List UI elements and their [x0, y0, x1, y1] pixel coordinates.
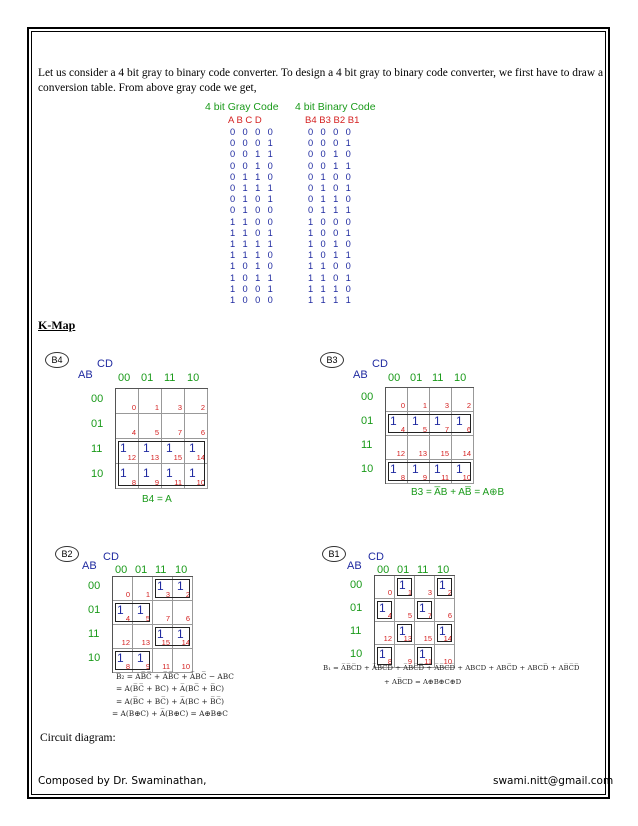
binary-code-row: 1 0 1 0: [308, 239, 354, 250]
kmap-ab-label: AB: [78, 369, 93, 381]
kmap-b2: [55, 546, 235, 671]
kmap-col-header: 01: [397, 564, 410, 576]
kmap-cell-index: 15: [161, 638, 170, 647]
b2-derivation-line-1: B₂ = AB̅C̅ + A̅B̅C + A̅BC̅ − ABC: [116, 672, 234, 681]
gray-code-row: 1 1 1 0: [230, 250, 276, 261]
kmap-cell-index: 8: [387, 657, 392, 666]
kmap-grid: [374, 575, 455, 668]
kmap-cell-index: 14: [443, 634, 452, 643]
kmap-cell: [113, 625, 133, 649]
gray-code-row: 0 0 1 1: [230, 149, 276, 160]
kmap-one: 1: [456, 414, 463, 428]
kmap-badge: B3: [320, 352, 344, 368]
gray-code-row: 1 1 0 0: [230, 216, 276, 227]
intro-paragraph: Let us consider a 4 bit gray to binary code converter. To design a 4 bit gray to binary code converter, we first have to draw a conversion table. From above gray code we get,: [38, 67, 603, 94]
kmap-cell: [435, 599, 455, 622]
kmap-cell-index: 4: [131, 428, 136, 437]
kmap-col-header: 10: [175, 564, 188, 576]
kmap-cell-index: 0: [125, 590, 130, 599]
kmap-group-box: [437, 624, 452, 642]
kmap-one: 1: [189, 466, 196, 480]
kmap-col-header: 00: [115, 564, 128, 576]
kmap-cell: [430, 388, 452, 412]
kmap-one: 1: [412, 414, 419, 428]
binary-code-row: 0 0 0 1: [308, 138, 354, 149]
kmap-col-header: 01: [141, 372, 154, 384]
kmap-group-box: [397, 578, 412, 596]
kmap-cell: [395, 599, 415, 622]
kmap-cell-index: 5: [407, 611, 412, 620]
gray-code-row: 1 0 0 1: [230, 283, 276, 294]
kmap-cell-index: 14: [181, 638, 190, 647]
gray-code-row: 1 0 0 0: [230, 295, 276, 306]
kmap-cell-index: 7: [444, 425, 449, 434]
kmap-one: 1: [379, 647, 386, 661]
kmap-cell: [116, 414, 139, 439]
kmap-group-box: [155, 627, 190, 646]
kmap-heading: K-Map: [38, 318, 76, 332]
kmap-col-header: 11: [432, 372, 444, 384]
kmap-group-box: [437, 578, 452, 596]
kmap-b4: [45, 352, 245, 512]
kmap-row-header: 11: [91, 442, 103, 455]
kmap-cell: [185, 414, 208, 439]
gray-code-row: 1 0 1 1: [230, 272, 276, 283]
kmap-cell-index: 12: [127, 453, 136, 462]
kmap-b1: [322, 546, 502, 666]
kmap-row-header: 00: [350, 578, 363, 591]
kmap-cell-index: 13: [403, 634, 412, 643]
kmap-cd-label: CD: [368, 551, 384, 563]
kmap-cell: [153, 649, 173, 673]
kmap-grid: [385, 387, 474, 484]
kmap-row-header: 11: [350, 624, 362, 637]
kmap-cell-index: 9: [145, 662, 150, 671]
kmap-cell-index: 3: [165, 590, 170, 599]
kmap-cell-index: 11: [441, 473, 449, 482]
kmap-cell-index: 11: [424, 657, 432, 666]
kmap-cd-label: CD: [97, 358, 113, 370]
kmap-one: 1: [399, 578, 406, 592]
kmap-cell: [408, 388, 430, 412]
kmap-col-header: 00: [388, 372, 401, 384]
binary-code-row: 0 0 1 0: [308, 149, 354, 160]
kmap-cell-index: 5: [154, 428, 159, 437]
kmap-col-header: 00: [118, 372, 131, 384]
kmap-cell: [452, 388, 474, 412]
kmap-cell: [139, 414, 162, 439]
footer-email: swami.nitt@gmail.com: [493, 775, 614, 787]
gray-code-column: [230, 127, 275, 306]
binary-vars-text: B4 B3 B2 B1: [305, 115, 360, 126]
kmap-cell: [139, 389, 162, 414]
kmap-row-header: 00: [88, 580, 101, 592]
kmap-col-header: 00: [377, 564, 390, 576]
kmap-cell-index: 5: [145, 614, 150, 623]
kmap-cell-index: 8: [125, 662, 130, 671]
kmap-col-header: 10: [187, 372, 200, 384]
kmap-cell-index: 4: [387, 611, 392, 620]
gray-code-row: 1 1 1 1: [230, 239, 276, 250]
kmap-group-box: [417, 647, 432, 665]
binary-code-row: 0 1 1 0: [308, 194, 354, 205]
kmap-one: 1: [143, 466, 150, 480]
kmap-cell-index: 11: [162, 662, 170, 671]
kmap-one: 1: [117, 603, 124, 617]
kmap-row-header: 01: [88, 604, 101, 616]
gray-code-row: 0 0 0 0: [230, 127, 276, 137]
kmap-one: 1: [166, 441, 173, 455]
kmap-cell-index: 1: [407, 588, 412, 597]
kmap-cell-index: 3: [427, 588, 432, 597]
kmap-col-header: 01: [135, 564, 148, 576]
b2-derivation-line-4: = A(B⊕C) + A̅(B⊕C) = A⊕B⊕C: [112, 709, 228, 718]
kmap-cell-index: 0: [387, 588, 392, 597]
kmap-one: 1: [143, 441, 150, 455]
kmap-cell: [162, 414, 185, 439]
kmap-cell: [153, 601, 173, 625]
kmap-ab-label: AB: [353, 369, 368, 381]
kmap-group-box: [397, 624, 412, 642]
kmap-cell: [415, 576, 435, 599]
kmap-one: 1: [137, 651, 144, 665]
b4-equation: B4 = A: [142, 494, 172, 505]
kmap-cell-index: 10: [443, 657, 452, 666]
kmap-row-header: 11: [361, 439, 373, 451]
kmap-badge: B2: [55, 546, 79, 562]
kmap-cell-index: 7: [177, 428, 182, 437]
b2-derivation-line-2: = A(B̅C̅ + BC) + A̅(BC̅ + B̅C): [116, 684, 225, 693]
kmap-cell-index: 10: [462, 473, 471, 482]
kmap-cell-index: 10: [196, 478, 205, 487]
kmap-cell-index: 1: [422, 401, 427, 410]
kmap-cell-index: 14: [196, 453, 205, 462]
kmap-cell-index: 1: [145, 590, 150, 599]
kmap-cell-index: 7: [427, 611, 432, 620]
kmap-one: 1: [412, 462, 419, 476]
gray-code-row: 1 1 0 1: [230, 227, 276, 238]
kmap-col-header: 11: [164, 372, 176, 384]
b2-derivation-line-3: = A(B̅C + BC̅) + A̅(BC + B̅C̅): [116, 697, 225, 706]
kmap-one: 1: [177, 627, 184, 641]
kmap-cell: [113, 577, 133, 601]
kmap-cell-index: 8: [400, 473, 405, 482]
kmap-cell-index: 8: [131, 478, 136, 487]
kmap-one: 1: [117, 651, 124, 665]
kmap-one: 1: [157, 579, 164, 593]
kmap-group-box: [115, 603, 150, 622]
binary-code-column: [308, 127, 353, 306]
kmap-group-box: [388, 462, 471, 481]
kmap-one: 1: [439, 624, 446, 638]
kmap-row-header: 11: [88, 628, 100, 640]
kmap-cell-index: 15: [440, 449, 449, 458]
kmap-cell: [430, 436, 452, 460]
kmap-cell-index: 0: [131, 403, 136, 412]
kmap-row-header: 10: [91, 467, 104, 480]
binary-code-row: 0 1 0 0: [308, 171, 354, 182]
kmap-one: 1: [439, 578, 446, 592]
kmap-one: 1: [399, 624, 406, 638]
kmap-cell-index: 3: [177, 403, 182, 412]
kmap-col-header: 11: [155, 564, 167, 576]
kmap-one: 1: [157, 627, 164, 641]
kmap-cell-index: 13: [141, 638, 150, 647]
circuit-diagram-label: Circuit diagram:: [40, 732, 116, 744]
kmap-cell-index: 15: [423, 634, 432, 643]
binary-code-row: 1 0 0 1: [308, 227, 354, 238]
kmap-cell-index: 2: [466, 401, 471, 410]
binary-code-row: 1 1 0 0: [308, 261, 354, 272]
kmap-one: 1: [120, 466, 127, 480]
kmap-col-header: 01: [410, 372, 423, 384]
b3-equation: B3 = A̅B + AB̅ = A⊕B: [411, 487, 505, 498]
kmap-group-box: [388, 414, 471, 433]
kmap-cell-index: 5: [422, 425, 427, 434]
binary-code-row: 0 1 0 1: [308, 183, 354, 194]
b1-derivation-line-1: B₁ = A̅B̅C̅D + A̅BCD + A̅BC̅D̅ + A̅B̅CD̅ + ABCD + ABC̅D + ABCD̅ + AB̅C̅D̅: [323, 664, 580, 672]
kmap-badge: B4: [45, 352, 69, 368]
kmap-cell-index: 9: [154, 478, 159, 487]
kmap-badge: B1: [322, 546, 346, 562]
kmap-cell: [173, 601, 193, 625]
kmap-group-box: [115, 651, 150, 670]
kmap-cell-index: 4: [400, 425, 405, 434]
kmap-cd-label: CD: [372, 358, 388, 370]
kmap-cell: [162, 389, 185, 414]
binary-code-row: 1 0 1 1: [308, 250, 354, 261]
kmap-cell: [185, 389, 208, 414]
kmap-one: 1: [379, 601, 386, 615]
binary-code-row: 1 1 1 1: [308, 295, 354, 306]
kmap-one: 1: [189, 441, 196, 455]
kmap-ab-label: AB: [82, 560, 97, 572]
binary-code-row: 1 0 0 0: [308, 216, 354, 227]
kmap-one: 1: [120, 441, 127, 455]
kmap-group-box: [417, 601, 432, 619]
kmap-cell: [375, 576, 395, 599]
gray-vars: A B C D: [228, 115, 262, 126]
kmap-one: 1: [166, 466, 173, 480]
binary-code-row: 0 0 0 0: [308, 127, 354, 137]
kmap-group-box: [118, 441, 205, 486]
kmap-cell: [375, 622, 395, 645]
kmap-cell-index: 6: [185, 614, 190, 623]
gray-code-row: 0 1 0 0: [230, 205, 276, 216]
kmap-cell: [133, 625, 153, 649]
binary-code-header: 4 bit Binary Code: [295, 101, 376, 113]
kmap-row-header: 01: [350, 601, 363, 614]
kmap-one: 1: [419, 601, 426, 615]
kmap-cell-index: 2: [185, 590, 190, 599]
kmap-one: 1: [456, 462, 463, 476]
kmap-grid: [112, 576, 193, 673]
kmap-cell: [386, 436, 408, 460]
kmap-row-header: 00: [91, 392, 104, 405]
kmap-row-header: 10: [361, 463, 374, 475]
kmap-cd-label: CD: [103, 551, 119, 563]
kmap-cell-index: 13: [150, 453, 159, 462]
gray-code-row: 0 0 1 0: [230, 160, 276, 171]
kmap-cell-index: 0: [400, 401, 405, 410]
kmap-cell-index: 9: [422, 473, 427, 482]
kmap-cell-index: 2: [200, 403, 205, 412]
binary-vars: [305, 115, 359, 126]
kmap-col-header: 11: [417, 564, 429, 576]
kmap-cell-index: 7: [165, 614, 170, 623]
binary-code-row: 0 0 1 1: [308, 160, 354, 171]
b1-derivation-line-2: + AB̅CD = A⊕B⊕C⊕D: [384, 678, 462, 686]
kmap-one: 1: [177, 579, 184, 593]
kmap-cell: [408, 436, 430, 460]
kmap-one: 1: [434, 414, 441, 428]
kmap-one: 1: [419, 647, 426, 661]
kmap-cell-index: 1: [154, 403, 159, 412]
gray-code-row: 0 1 0 1: [230, 194, 276, 205]
kmap-cell-index: 12: [383, 634, 392, 643]
kmap-cell: [386, 388, 408, 412]
binary-code-row: 0 1 1 1: [308, 205, 354, 216]
gray-code-row: 1 0 1 0: [230, 261, 276, 272]
gray-code-row: 0 1 1 0: [230, 171, 276, 182]
binary-code-row: 1 1 0 1: [308, 272, 354, 283]
kmap-row-header: 00: [361, 391, 374, 403]
kmap-cell-index: 2: [447, 588, 452, 597]
footer-author: Composed by Dr. Swaminathan,: [38, 775, 207, 787]
kmap-cell: [415, 622, 435, 645]
kmap-cell: [116, 389, 139, 414]
kmap-cell-index: 10: [181, 662, 190, 671]
kmap-row-header: 01: [91, 417, 104, 430]
kmap-cell: [133, 577, 153, 601]
kmap-one: 1: [137, 603, 144, 617]
kmap-cell-index: 14: [462, 449, 471, 458]
kmap-cell-index: 6: [466, 425, 471, 434]
kmap-row-header: 10: [350, 647, 363, 660]
kmap-cell-index: 11: [174, 478, 182, 487]
kmap-cell: [173, 649, 193, 673]
kmap-cell-index: 12: [121, 638, 130, 647]
kmap-one: 1: [390, 462, 397, 476]
kmap-ab-label: AB: [347, 560, 362, 572]
binary-code-row: 1 1 1 0: [308, 283, 354, 294]
kmap-grid: [115, 388, 208, 489]
kmap-cell-index: 13: [418, 449, 427, 458]
kmap-col-header: 10: [454, 372, 467, 384]
kmap-group-box: [155, 579, 190, 598]
kmap-row-header: 10: [88, 652, 101, 664]
kmap-group-box: [377, 647, 392, 665]
kmap-cell-index: 3: [444, 401, 449, 410]
kmap-b3: [320, 352, 520, 502]
kmap-one: 1: [390, 414, 397, 428]
gray-code-row: 0 1 1 1: [230, 183, 276, 194]
kmap-row-header: 01: [361, 415, 374, 427]
kmap-cell-index: 9: [407, 657, 412, 666]
gray-code-header: 4 bit Gray Code: [205, 101, 279, 113]
kmap-cell-index: 4: [125, 614, 130, 623]
gray-code-row: 0 0 0 1: [230, 138, 276, 149]
kmap-col-header: 10: [437, 564, 450, 576]
kmap-one: 1: [434, 462, 441, 476]
kmap-cell-index: 12: [396, 449, 405, 458]
kmap-cell-index: 6: [447, 611, 452, 620]
kmap-cell: [452, 436, 474, 460]
kmap-cell-index: 15: [173, 453, 182, 462]
kmap-cell-index: 6: [200, 428, 205, 437]
kmap-group-box: [377, 601, 392, 619]
